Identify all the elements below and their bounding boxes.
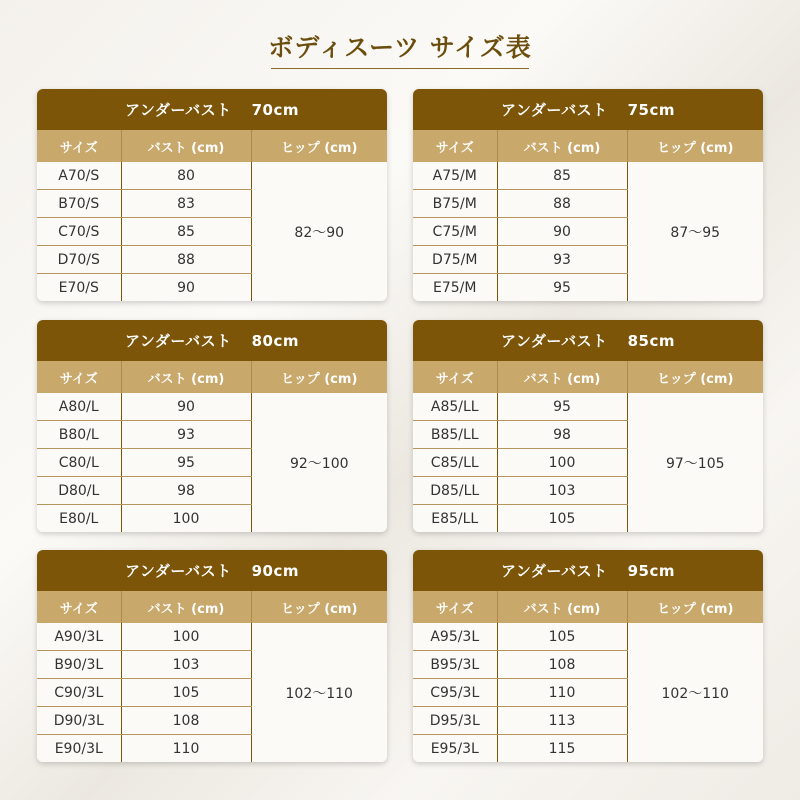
size-cell: A70/S [37,162,121,190]
hip-column-header: ヒップ (cm) [627,361,763,393]
hip-range-cell: 87〜95 [627,162,763,301]
bust-cell: 90 [121,393,251,421]
size-cell: C95/3L [413,679,497,707]
size-column-header: サイズ [37,361,121,393]
column-header-row [37,130,387,162]
bust-cell: 108 [121,707,251,735]
under-bust-value: 80cm [251,331,299,350]
bust-cell: 103 [121,651,251,679]
hip-column-header: ヒップ (cm) [627,591,763,623]
bust-cell: 90 [497,218,627,246]
size-cell: A90/3L [37,623,121,651]
under-bust-header [413,89,763,130]
bust-column-header: バスト (cm) [497,130,627,162]
size-cell: D75/M [413,246,497,274]
under-bust-value: 95cm [627,561,675,580]
size-table [37,361,387,532]
size-table [413,130,763,301]
size-column-header: サイズ [37,591,121,623]
under-bust-label: アンダーバスト [125,332,232,350]
bust-column-header: バスト (cm) [497,591,627,623]
size-table-card [413,550,763,762]
bust-cell: 88 [121,246,251,274]
size-cell: C75/M [413,218,497,246]
bust-cell: 80 [121,162,251,190]
bust-cell: 95 [497,274,627,302]
bust-cell: 108 [497,651,627,679]
size-cell: B85/LL [413,421,497,449]
column-header-row [37,361,387,393]
under-bust-label: アンダーバスト [125,562,232,580]
bust-cell: 93 [497,246,627,274]
size-column-header: サイズ [413,591,497,623]
size-table [37,130,387,301]
size-cell: E80/L [37,505,121,533]
under-bust-value: 90cm [251,561,299,580]
bust-cell: 105 [497,623,627,651]
bust-cell: 95 [497,393,627,421]
bust-column-header: バスト (cm) [121,361,251,393]
size-cell: D95/3L [413,707,497,735]
table-row [37,162,387,190]
under-bust-value: 75cm [627,100,675,119]
size-table-card [37,320,387,532]
under-bust-header [37,89,387,130]
bust-cell: 110 [497,679,627,707]
hip-range-cell: 97〜105 [627,393,763,532]
column-header-row [413,591,763,623]
bust-cell: 113 [497,707,627,735]
size-column-header: サイズ [37,130,121,162]
bust-column-header: バスト (cm) [121,591,251,623]
size-cell: C85/LL [413,449,497,477]
bust-cell: 98 [497,421,627,449]
title-underline [271,68,529,69]
bust-cell: 98 [121,477,251,505]
size-cell: D85/LL [413,477,497,505]
size-cell: C80/L [37,449,121,477]
page-title: ボディスーツ サイズ表 [268,33,532,62]
bust-cell: 83 [121,190,251,218]
size-cell: E95/3L [413,735,497,763]
size-table-card [37,550,387,762]
under-bust-header [413,550,763,591]
size-cell: E70/S [37,274,121,302]
size-table [413,361,763,532]
table-row [37,623,387,651]
size-cell: B90/3L [37,651,121,679]
size-cell: E90/3L [37,735,121,763]
size-table-card [37,89,387,301]
size-cell: A85/LL [413,393,497,421]
size-cell: B70/S [37,190,121,218]
under-bust-label: アンダーバスト [501,562,608,580]
table-row [37,393,387,421]
bust-cell: 100 [497,449,627,477]
hip-column-header: ヒップ (cm) [251,130,387,162]
size-cell: A75/M [413,162,497,190]
table-row [413,393,763,421]
under-bust-label: アンダーバスト [125,101,232,119]
bust-cell: 95 [121,449,251,477]
size-cell: B95/3L [413,651,497,679]
hip-range-cell: 82〜90 [251,162,387,301]
under-bust-value: 85cm [627,331,675,350]
under-bust-value: 70cm [251,100,299,119]
size-cell: C90/3L [37,679,121,707]
bust-cell: 105 [121,679,251,707]
bust-cell: 103 [497,477,627,505]
bust-cell: 88 [497,190,627,218]
bust-cell: 93 [121,421,251,449]
bust-cell: 110 [121,735,251,763]
bust-column-header: バスト (cm) [497,361,627,393]
under-bust-header [37,550,387,591]
under-bust-label: アンダーバスト [501,101,608,119]
bust-cell: 85 [497,162,627,190]
size-table [37,591,387,762]
column-header-row [413,130,763,162]
size-cell: D80/L [37,477,121,505]
hip-range-cell: 102〜110 [251,623,387,762]
size-cell: E85/LL [413,505,497,533]
hip-column-header: ヒップ (cm) [251,361,387,393]
size-table [413,591,763,762]
size-cell: B80/L [37,421,121,449]
hip-column-header: ヒップ (cm) [627,130,763,162]
column-header-row [413,361,763,393]
under-bust-header [37,320,387,361]
bust-column-header: バスト (cm) [121,130,251,162]
table-row [413,623,763,651]
hip-column-header: ヒップ (cm) [251,591,387,623]
bust-cell: 85 [121,218,251,246]
hip-range-cell: 92〜100 [251,393,387,532]
table-row [413,162,763,190]
bust-cell: 100 [121,623,251,651]
size-column-header: サイズ [413,361,497,393]
bust-cell: 90 [121,274,251,302]
size-table-card [413,89,763,301]
under-bust-label: アンダーバスト [501,332,608,350]
bust-cell: 105 [497,505,627,533]
size-cell: C70/S [37,218,121,246]
size-table-card [413,320,763,532]
bust-cell: 115 [497,735,627,763]
under-bust-header [413,320,763,361]
bust-cell: 100 [121,505,251,533]
size-cell: B75/M [413,190,497,218]
column-header-row [37,591,387,623]
size-cell: D90/3L [37,707,121,735]
size-cell: A95/3L [413,623,497,651]
size-column-header: サイズ [413,130,497,162]
size-cell: E75/M [413,274,497,302]
hip-range-cell: 102〜110 [627,623,763,762]
size-cell: D70/S [37,246,121,274]
size-cell: A80/L [37,393,121,421]
